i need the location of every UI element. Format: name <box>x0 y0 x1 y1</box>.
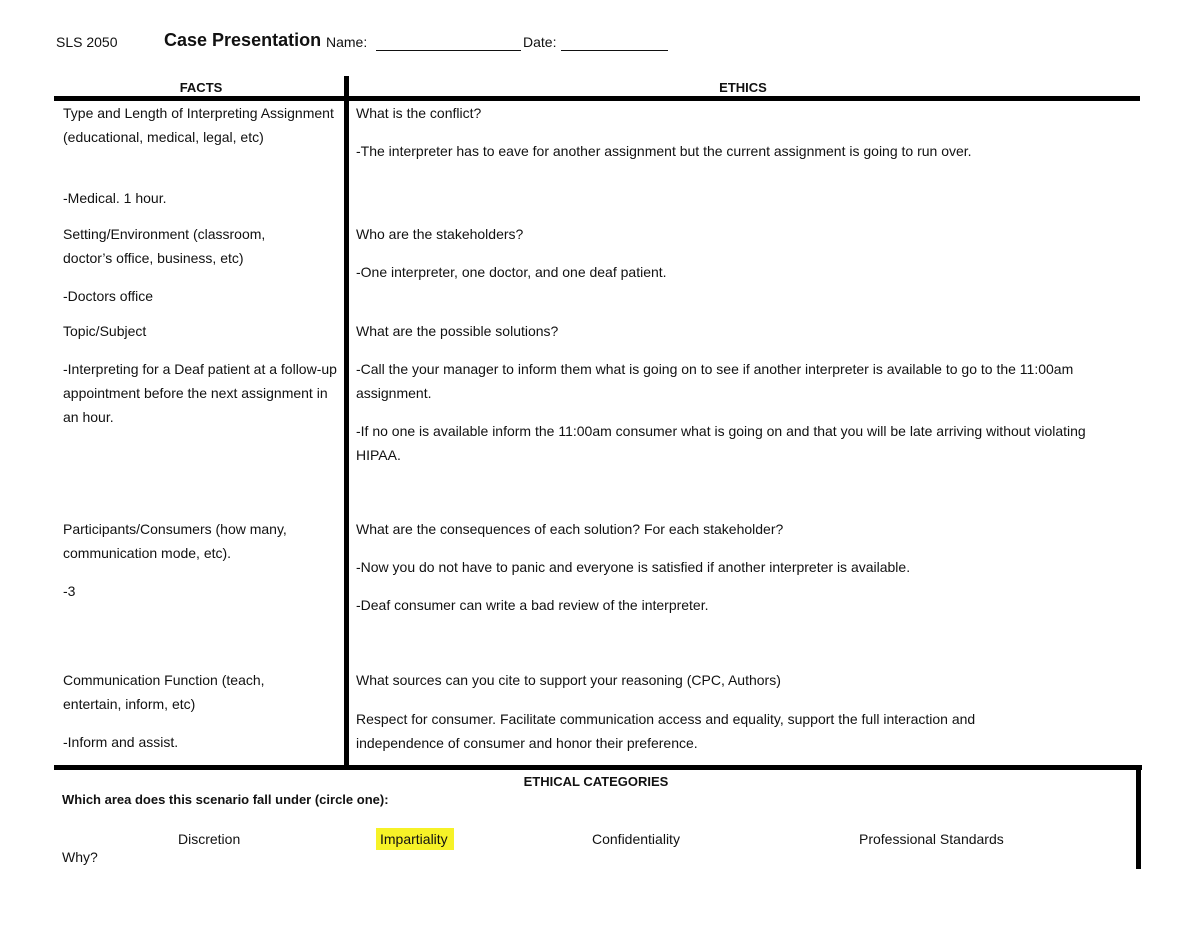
ethical-categories-header: ETHICAL CATEGORIES <box>523 774 669 789</box>
date-label: Date: <box>523 34 557 50</box>
page-title: Case Presentation <box>164 30 322 50</box>
facts-setting-answer: -Doctors office <box>63 288 153 304</box>
categories-right-border <box>1136 765 1141 869</box>
categories-divider <box>54 765 1142 770</box>
facts-topic-question: Topic/Subject <box>63 323 147 339</box>
ethics-solutions-question: What are the possible solutions? <box>356 323 559 339</box>
name-field-line[interactable] <box>376 50 521 51</box>
name-label: Name: <box>326 34 368 50</box>
category-option-confidentiality[interactable]: Confidentiality <box>592 831 680 847</box>
ethics-consequences-question: What are the consequences of each solution? For each stakeholder? <box>356 521 784 537</box>
category-option-professional-standards[interactable]: Professional Standards <box>859 831 1004 847</box>
facts-type-question: Type and Length of Interpreting Assignment (educational, medical, legal, etc) <box>63 105 334 145</box>
column-divider <box>344 76 349 766</box>
ethics-consequence-one: -Now you do not have to panic and everyone is satisfied if another interpreter is available. <box>356 559 911 575</box>
category-option-impartiality-selected[interactable]: Impartiality <box>376 828 454 850</box>
course-code: SLS 2050 <box>56 34 118 50</box>
facts-participants-answer: -3 <box>63 583 76 599</box>
date-field-line[interactable] <box>561 50 668 51</box>
ethics-column-header: ETHICS <box>719 80 767 95</box>
facts-function-answer: -Inform and assist. <box>63 734 179 750</box>
facts-setting-question: Setting/Environment (classroom, doctor’s office, business, etc) <box>63 226 266 266</box>
categories-prompt: Which area does this scenario fall under (circle one): <box>62 792 389 807</box>
facts-participants-question: Participants/Consumers (how many, communication mode, etc). <box>63 521 287 561</box>
category-option-discretion[interactable]: Discretion <box>178 831 241 847</box>
facts-topic-answer: -Interpreting for a Deaf patient at a follow-up appointment before the next assignment in an hour. <box>63 361 337 425</box>
ethics-sources-question: What sources can you cite to support your reasoning (CPC, Authors) <box>356 672 781 688</box>
ethics-sources-answer: Respect for consumer. Facilitate communication access and equality, support the full interaction and independence of consumer and honor their preference. <box>356 711 976 751</box>
facts-type-answer: -Medical. 1 hour. <box>63 190 167 206</box>
facts-function-question: Communication Function (teach, entertain, inform, etc) <box>63 672 265 712</box>
facts-column-header: FACTS <box>179 80 223 95</box>
ethics-stakeholders-answer: -One interpreter, one doctor, and one deaf patient. <box>356 264 667 280</box>
ethics-conflict-question: What is the conflict? <box>356 105 482 121</box>
ethics-conflict-answer: -The interpreter has to eave for another assignment but the current assignment is going to run over. <box>356 143 972 159</box>
why-label: Why? <box>62 849 98 865</box>
ethics-solution-two: -If no one is available inform the 11:00am consumer what is going on and that you will be late arriving without violating HIPAA. <box>356 423 1086 463</box>
ethics-stakeholders-question: Who are the stakeholders? <box>356 226 524 242</box>
ethics-solution-one: -Call the your manager to inform them what is going on to see if another interpreter is available to go to the 11:00am assignment. <box>356 361 1074 401</box>
ethics-consequence-two: -Deaf consumer can write a bad review of the interpreter. <box>356 597 709 613</box>
